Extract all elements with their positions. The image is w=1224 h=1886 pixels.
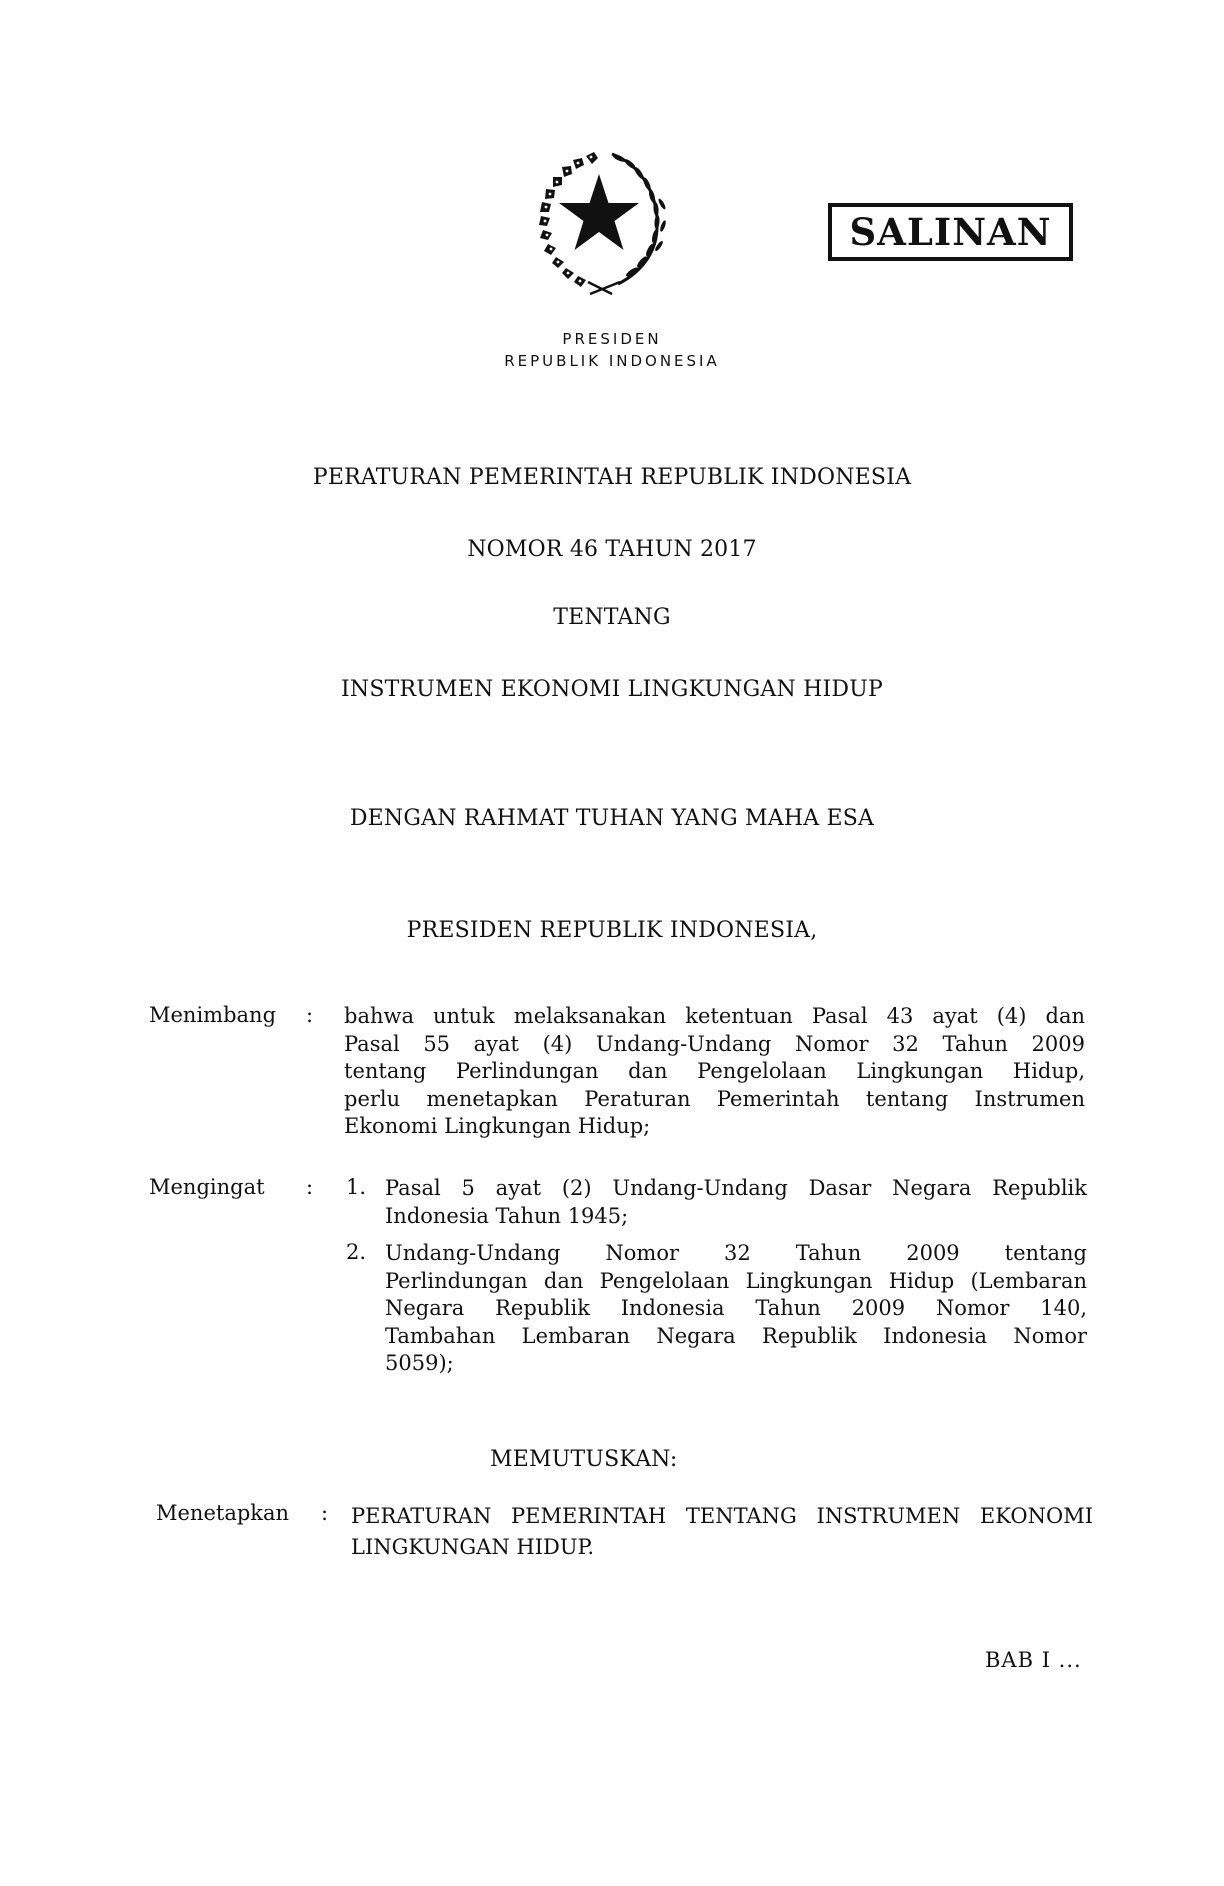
- menetapkan-line: PERATURAN PEMERINTAH TENTANG INSTRUMEN EKONOMI: [351, 1504, 1093, 1528]
- regulation-subject: INSTRUMEN EKONOMI LINGKUNGAN HIDUP: [341, 677, 883, 702]
- mengingat-line: Undang-Undang Nomor 32 Tahun 2009 tentang: [385, 1241, 1087, 1265]
- menimbang-line: bahwa untuk melaksanakan ketentuan Pasal 43 ayat (4) dan: [344, 1004, 1085, 1028]
- invocation: DENGAN RAHMAT TUHAN YANG MAHA ESA: [349, 806, 875, 831]
- menetapkan-colon: :: [321, 1501, 329, 1525]
- menimbang-text: [344, 1003, 1085, 1141]
- mengingat-line: Negara Republik Indonesia Tahun 2009 Nomor 140,: [385, 1296, 1087, 1320]
- mengingat-line: Pasal 5 ayat (2) Undang-Undang Dasar Negara Republik: [385, 1176, 1087, 1200]
- menimbang-colon: :: [306, 1003, 314, 1027]
- mengingat-item-1-number: 1.: [346, 1175, 367, 1199]
- issuer-republik-indonesia: REPUBLIK INDONESIA: [504, 352, 720, 370]
- menetapkan-label: Menetapkan: [156, 1501, 290, 1525]
- memutuskan-heading: MEMUTUSKAN:: [490, 1447, 678, 1472]
- mengingat-line: 5059);: [385, 1351, 454, 1375]
- regulation-title: PERATURAN PEMERINTAH REPUBLIK INDONESIA: [312, 465, 912, 490]
- menimbang-line: Ekonomi Lingkungan Hidup;: [344, 1114, 651, 1138]
- regulation-number: NOMOR 46 TAHUN 2017: [467, 537, 757, 562]
- salinan-stamp: [828, 203, 1073, 261]
- page-continuation: BAB I ...: [985, 1648, 1082, 1672]
- mengingat-item-1-text: [385, 1175, 1087, 1230]
- menimbang-line: Pasal 55 ayat (4) Undang-Undang Nomor 32 Tahun 2009: [344, 1031, 1085, 1056]
- mengingat-item-2-number: 2.: [346, 1240, 367, 1264]
- salinan-stamp-text: SALINAN: [849, 210, 1052, 254]
- mengingat-line: Tambahan Lembaran Negara Republik Indonesia Nomor: [385, 1323, 1087, 1348]
- regulation-tentang: TENTANG: [553, 605, 671, 630]
- mengingat-line: Indonesia Tahun 1945;: [385, 1203, 629, 1228]
- menimbang-label: Menimbang: [149, 1003, 277, 1027]
- mengingat-line: Perlindungan dan Pengelolaan Lingkungan Hidup (Lembaran: [385, 1268, 1087, 1293]
- menetapkan-text: [351, 1501, 1093, 1563]
- menimbang-line: perlu menetapkan Peraturan Pemerintah tentang Instrumen: [344, 1086, 1085, 1111]
- menimbang-line: tentang Perlindungan dan Pengelolaan Lingkungan Hidup,: [344, 1059, 1085, 1083]
- mengingat-item-2-text: [385, 1240, 1087, 1378]
- mengingat-colon: :: [306, 1175, 314, 1199]
- menetapkan-line: LINGKUNGAN HIDUP.: [351, 1535, 595, 1559]
- mengingat-label: Mengingat: [149, 1175, 265, 1199]
- authority: PRESIDEN REPUBLIK INDONESIA,: [406, 918, 818, 943]
- presidential-emblem-icon: [526, 146, 672, 296]
- issuer-presiden: PRESIDEN: [562, 330, 662, 348]
